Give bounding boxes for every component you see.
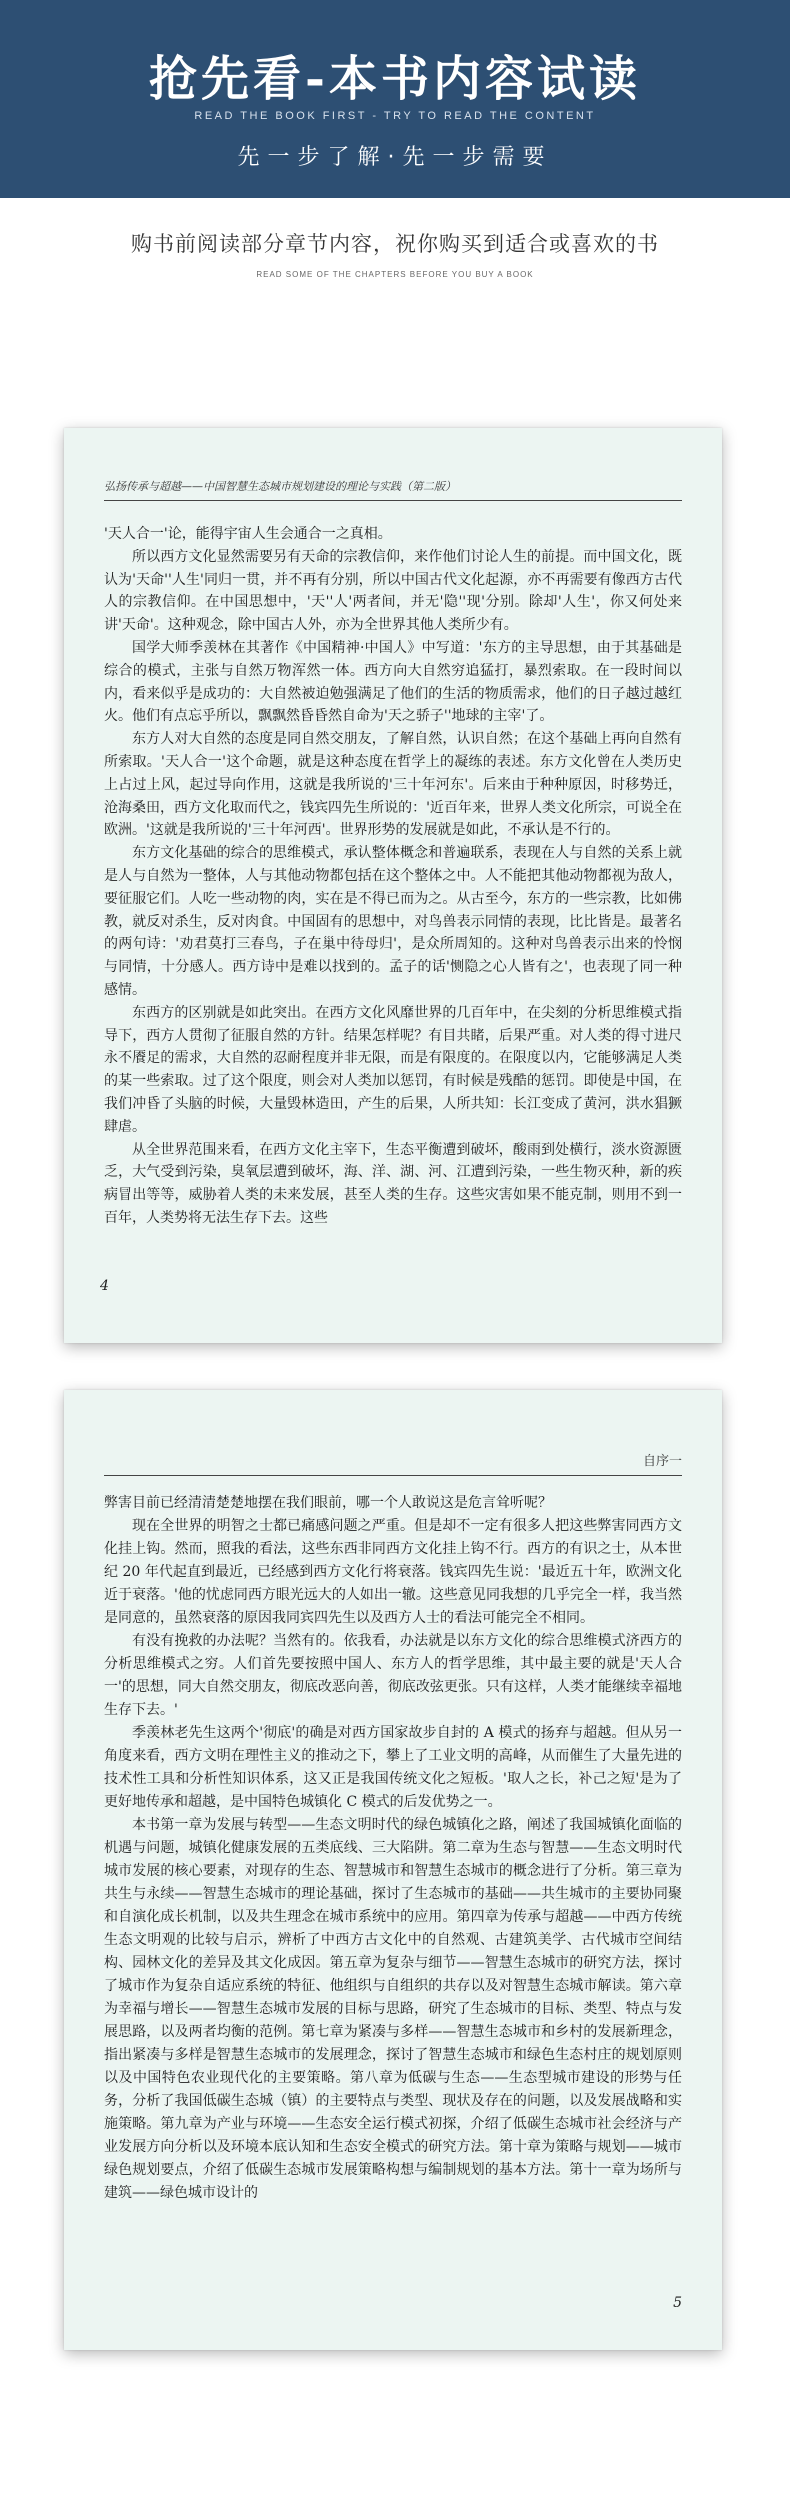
paragraph: 季羡林老先生这两个'彻底'的确是对西方国家故步自封的 A 模式的扬弃与超越。但从另一角度来看，西方文明在理性主义的推动之下，攀上了工业文明的高峰，从而催生了大量先进的技术性工具和分析性知识体系，这又正是我国传统文化之短板。'取人之长，补己之短'是为了更好地传承和超越，是中国特色城镇化 C 模式的后发优势之一。: [104, 1725, 682, 1810]
paragraph: '天人合一'论，能得宇宙人生会通合一之真相。: [104, 526, 392, 542]
banner-slogan: 先一步了解·先一步需要: [237, 145, 553, 170]
paragraph: 东西方的区别就是如此突出。在西方文化风靡世界的几百年中，在尖刻的分析思维模式指导下，西方人贯彻了征服自然的方针。结果怎样呢？有目共睹，后果严重。对人类的得寸进尺永不餍足的需求，大自然的忍耐程度并非无限，而是有限度的。在限度以内，它能够满足人类的某一些索取。过了这个限度，则会对人类加以惩罚，有时候是残酷的惩罚。即使是中国，在我们冲昏了头脑的时候，大量毁林造田，产生的后果，人所共知：长江变成了黄河，洪水猖獗肆虐。: [104, 1004, 682, 1135]
running-head: 弘扬传承与超越——中国智慧生态城市规划建设的理论与实践（第二版）: [104, 478, 682, 501]
paragraph: 弊害目前已经清清楚楚地摆在我们眼前，哪一个人敢说这是危言耸听呢？: [104, 1495, 552, 1511]
intro-text-en: READ SOME OF THE CHAPTERS BEFORE YOU BUY A BOOK: [256, 270, 534, 279]
paragraph: 东方文化基础的综合的思维模式，承认整体概念和普遍联系，表现在人与自然的关系上就是人与自然为一整体，人与其他动物都包括在这个整体之中。人不能把其他动物都视为敌人，要征服它们。人吃一些动物的肉，实在是不得已而为之。从古至今，东方的一些宗教，比如佛教，就反对杀生，反对肉食。中国固有的思想中，对鸟兽表示同情的表现，比比皆是。最著名的两句诗：'劝君莫打三春鸟，子在巢中待母归'，是众所周知的。这种对鸟兽表示出来的怜悯与同情，十分感人。西方诗中是难以找到的。孟子的话'恻隐之心人皆有之'，也表现了同一种感情。: [104, 845, 682, 998]
paragraph: 东方人对大自然的态度是同自然交朋友，了解自然，认识自然；在这个基础上再向自然有所索取。'天人合一'这个命题，就是这种态度在哲学上的凝练的表述。东方文化曾在人类历史上占过上风，起过导向作用，这就是我所说的'三十年河东'。后来由于种种原因，时移势迁，沧海桑田，西方文化取而代之，钱宾四先生所说的：'近百年来，世界人类文化所宗，可说全在欧洲。'这就是我所说的'三十年河西'。世界形势的发展就是如此，不承认是不行的。: [104, 731, 682, 839]
paragraph: 所以西方文化显然需要另有天命的宗教信仰，来作他们讨论人生的前提。而中国文化，既认为'天命''人生'同归一贯，并不再有分别，所以中国古代文化起源，亦不再需要有像西方古代人的宗教信仰。在中国思想中，'天''人'两者间，并无'隐''现'分别。除却'人生'，你又何处来讲'天命'。这种观念，除中国古人外，亦为全世界其他人类所少有。: [104, 548, 682, 634]
banner-title: 抢先看-本书内容试读: [149, 51, 641, 107]
running-head: 自序一: [104, 1450, 682, 1476]
page-body: [104, 1492, 682, 2205]
book-page-4: [64, 428, 722, 1343]
page-number: 4: [100, 1278, 109, 1294]
page-body: [104, 523, 682, 1230]
paragraph: 有没有挽救的办法呢？当然有的。依我看，办法就是以东方文化的综合思维模式济西方的分析思维模式之穷。人们首先要按照中国人、东方人的哲学思维，其中最主要的就是'天人合一'的思想，同大自然交朋友，彻底改恶向善，彻底改弦更张。只有这样，人类才能继续幸福地生存下去。': [104, 1633, 682, 1718]
page-number: 5: [673, 2295, 682, 2311]
intro-text: 购书前阅读部分章节内容，祝你购买到适合或喜欢的书: [131, 232, 659, 256]
paragraph: 现在全世界的明智之士都已痛感问题之严重。但是却不一定有很多人把这些弊害同西方文化挂上钩。然而，照我的看法，这些东西非同西方文化挂上钩不行。西方的有识之士，从本世纪 20 年代起直到最近，已经感到西方文化行将衰落。钱宾四先生说：'最近五十年，欧洲文化近于衰落。'他的忧虑同西方眼光远大的人如出一辙。这些意见同我想的几乎完全一样，我当然是同意的，虽然衰落的原因我同宾四先生以及西方人士的看法可能完全不相同。: [104, 1518, 682, 1626]
banner-subtitle-en: READ THE BOOK FIRST - TRY TO READ THE CONTENT: [194, 110, 596, 122]
paragraph: 国学大师季羡林在其著作《中国精神·中国人》中写道：'东方的主导思想，由于其基础是综合的模式，主张与自然万物浑然一体。西方向大自然穷追猛打，暴烈索取。在一段时间以内，看来似乎是成功的：大自然被迫勉强满足了他们的生活的物质需求，他们的日子越过越红火。他们有点忘乎所以，飘飘然昏昏然自命为'天之骄子''地球的主宰'了。: [104, 639, 682, 725]
book-page-5: [64, 1390, 722, 2350]
paragraph: 从全世界范围来看，在西方文化主宰下，生态平衡遭到破坏，酸雨到处横行，淡水资源匮乏，大气受到污染，臭氧层遭到破坏，海、洋、湖、河、江遭到污染，一些生物灭种，新的疾病冒出等等，威胁着人类的未来发展，甚至人类的生存。这些灾害如果不能克制，则用不到一百年，人类势将无法生存下去。这些: [104, 1141, 682, 1226]
header-banner: [0, 0, 790, 198]
paragraph: 本书第一章为发展与转型——生态文明时代的绿色城镇化之路，阐述了我国城镇化面临的机遇与问题，城镇化健康发展的五类底线、三大陷阱。第二章为生态与智慧——生态文明时代城市发展的核心要素，对现存的生态、智慧城市和智慧生态城市的概念进行了分析。第三章为共生与永续——智慧生态城市的理论基础，探讨了生态城市的基础——共生城市的主要协同聚和自演化成长机制，以及共生理念在城市系统中的应用。第四章为传承与超越——中西方传统生态文明观的比较与启示，辨析了中西方古文化中的自然观、古建筑美学、古代城市空间结构、园林文化的差异及其文化成因。第五章为复杂与细节——智慧生态城市的研究方法，探讨了城市作为复杂自适应系统的特征、他组织与自组织的共存以及对智慧生态城市解读。第六章为幸福与增长——智慧生态城市发展的目标与思路，研究了生态城市的目标、类型、特点与发展思路，以及两者均衡的范例。第七章为紧凑与多样——智慧生态城市和乡村的发展新理念，指出紧凑与多样是智慧生态城市的发展理念，探讨了智慧生态城市和绿色生态村庄的规划原则以及中国特色农业现代化的主要策略。第八章为低碳与生态——生态型城市建设的形势与任务，分析了我国低碳生态城（镇）的主要特点与类型、现状及存在的问题，以及发展战略和实施策略。第九章为产业与环境——生态安全运行模式初探，介绍了低碳生态城市社会经济与产业发展方向分析以及环境本底认知和生态安全模式的研究方法。第十章为策略与规划——城市绿色规划要点，介绍了低碳生态城市发展策略构想与编制规划的基本方法。第十一章为场所与建筑——绿色城市设计的: [104, 1817, 682, 2201]
